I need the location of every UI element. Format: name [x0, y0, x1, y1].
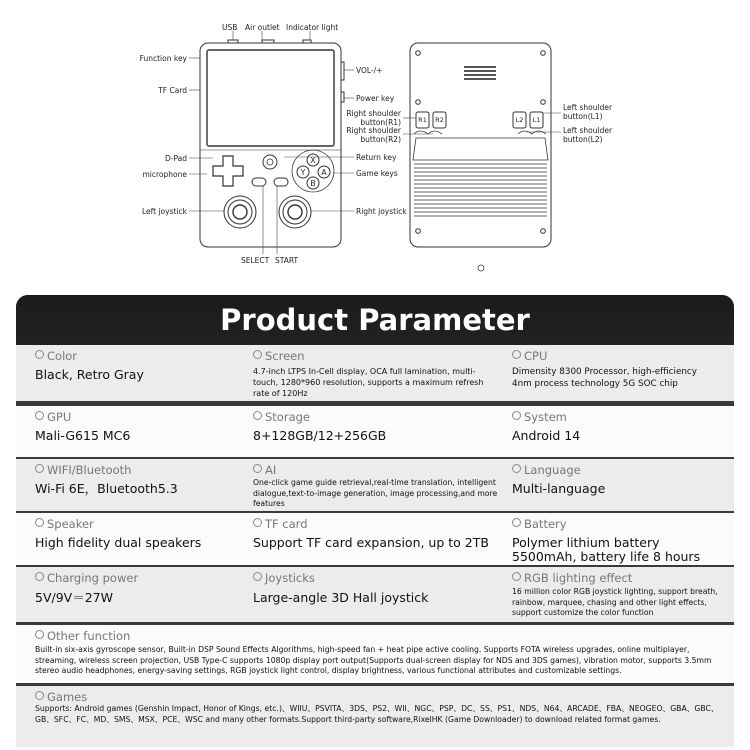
button-b-mark: B: [310, 179, 316, 188]
param-value: 16 million color RGB joystick lighting, support breath, rainbow, marquee, chasing and other light effects, support customize the color function: [512, 587, 718, 617]
param-title: Color: [47, 349, 78, 363]
back-body: [410, 43, 551, 247]
label-vol: VOL-/+: [356, 66, 383, 75]
param-value: Mali-G615 MC6: [35, 428, 131, 443]
bullet-icon: [512, 464, 521, 473]
label-left-joystick: Left joystick: [141, 207, 187, 216]
param-title: AI: [265, 463, 277, 477]
front-view: [200, 40, 344, 247]
label-right-joystick: Right joystick: [356, 207, 407, 216]
device-drawing: [0, 0, 750, 290]
param-value: Polymer lithium battery 5500mAh, battery life 8 hours: [512, 535, 701, 564]
parameter-panel: [16, 295, 734, 747]
param-tf-card: [250, 513, 500, 565]
label-microphone: microphone: [142, 170, 187, 179]
button-y-mark: Y: [300, 168, 306, 177]
param-storage: [250, 406, 500, 457]
param-row: [16, 567, 734, 622]
label-game-keys: Game keys: [356, 169, 398, 178]
button-a-mark: A: [321, 168, 327, 177]
r2-mark: R2: [435, 116, 444, 124]
param-value: Dimensity 8300 Processor, high-efficiency 4nm process technology 5G SOC chip: [512, 367, 697, 389]
param-value: 5V/9V＝27W: [35, 590, 113, 605]
param-battery: [509, 513, 729, 565]
label-select: SELECT: [241, 256, 270, 265]
front-leaders: [189, 31, 354, 254]
param-title: Joysticks: [265, 571, 315, 585]
param-value: Large-angle 3D Hall joystick: [253, 590, 429, 605]
l2-mark: L2: [515, 116, 524, 124]
bullet-icon: [512, 350, 521, 359]
param-joysticks: [250, 567, 500, 622]
button-x-mark: X: [310, 156, 316, 165]
param-title: Language: [524, 463, 581, 477]
label-power-key: Power key: [356, 94, 395, 103]
param-value: Supports: Android games (Genshin Impact, Honor of Kings, etc.)、WIIU、PSVITA、3DS、PS2、WII、NGC、PSP、DC、SS、PS1、NDS、N64、ARCADE、FBA、NEOGEO、GBA、GBC、GB、SFC、FC、MD、SMS、MSX、PCE、WSC and many other formats.Support third-party software,RixelHK (Game Downloader) to download related format games.: [35, 704, 719, 724]
bullet-icon: [253, 464, 262, 473]
bullet-icon: [35, 350, 44, 359]
param-row: [16, 513, 734, 565]
param-value: 8+128GB/12+256GB: [253, 428, 387, 443]
bullet-icon: [253, 411, 262, 420]
param-other: [32, 625, 722, 683]
param-value: Black, Retro Gray: [35, 367, 144, 382]
param-language: [509, 459, 729, 511]
param-title: TF card: [265, 517, 308, 531]
left-joystick-ring: [224, 196, 256, 228]
bullet-icon: [35, 691, 44, 700]
param-title: RGB lighting effect: [524, 571, 633, 585]
bullet-icon: [35, 411, 44, 420]
device-diagram: [0, 0, 750, 290]
bullet-icon: [512, 411, 521, 420]
label-usb: USB: [222, 23, 238, 32]
front-screen: [207, 50, 334, 146]
label-tf-card: TF Card: [158, 86, 187, 95]
l1-mark: L1: [532, 116, 541, 124]
label-d-pad: D-Pad: [164, 154, 187, 163]
param-title: Speaker: [47, 517, 94, 531]
right-joystick-ring: [279, 196, 311, 228]
param-rgb: [509, 567, 729, 622]
param-value: One-click game guide retrieval,real-time translation, intelligent dialogue,text-to-image generation, image processing,and more features: [253, 478, 498, 508]
back-vents: [414, 164, 547, 216]
r1-mark: R1: [418, 116, 427, 124]
bullet-icon: [253, 572, 262, 581]
param-value: Android 14: [512, 428, 581, 443]
label-right-shoulder-r1: Right shoulder button(R1): [346, 109, 401, 127]
back-view: [410, 43, 551, 271]
bullet-icon: [512, 572, 521, 581]
front-body: [200, 43, 341, 247]
param-gpu: [32, 406, 252, 457]
bullet-icon: [253, 518, 262, 527]
label-function-key: Function key: [139, 54, 187, 63]
param-ai: [250, 459, 500, 511]
dpad-shape: [213, 156, 243, 186]
param-row: [16, 459, 734, 511]
param-value: Support TF card expansion, up to 2TB: [253, 535, 489, 550]
param-wifi: [32, 459, 252, 511]
param-title: Games: [47, 690, 88, 704]
param-value: Built-in six-axis gyroscope sensor, Built-in DSP Sound Effects Algorithms, high-speed fan + heat pipe active cooling. Supports FOTA wireless upgrades, online multiplayer, streaming, wireless screen projection, USB Type-C supports 1080p display port output(Supports dual-screen display for NDS and 3DS games), vibration motor, supports 3.5mm stereo audio headphones, energy-saving settings, RGB joystick light control, display brightness, various functional attributes and customizable settings.: [35, 645, 712, 675]
param-row: [16, 345, 734, 401]
label-start: START: [275, 256, 299, 265]
param-title: Screen: [265, 349, 305, 363]
label-left-shoulder-l1: Left shoulder button(L1): [563, 103, 613, 121]
audio-jack: [478, 265, 484, 271]
param-title: Other function: [47, 629, 131, 643]
bullet-icon: [35, 464, 44, 473]
label-indicator-light: Indicator light: [286, 23, 339, 32]
param-title: System: [524, 410, 567, 424]
param-cpu: [509, 345, 729, 401]
param-title: CPU: [524, 349, 548, 363]
bullet-icon: [35, 518, 44, 527]
label-left-shoulder-l2: Left shoulder button(L2): [563, 126, 613, 144]
param-title: GPU: [47, 410, 72, 424]
label-return-key: Return key: [356, 153, 397, 162]
param-games: [32, 686, 722, 747]
param-title: WIFI/Bluetooth: [47, 463, 132, 477]
param-title: Battery: [524, 517, 567, 531]
param-row: [16, 406, 734, 457]
bullet-icon: [253, 350, 262, 359]
label-air-outlet: Air outlet: [245, 23, 280, 32]
param-color: [32, 345, 252, 401]
param-title: Charging power: [47, 571, 139, 585]
param-screen: [250, 345, 500, 401]
param-speaker: [32, 513, 252, 565]
panel-title: Product Parameter: [16, 295, 734, 345]
param-charging: [32, 567, 252, 622]
bullet-icon: [35, 572, 44, 581]
home-button: [263, 155, 277, 169]
bullet-icon: [35, 630, 44, 639]
param-value: Multi-language: [512, 481, 606, 496]
bullet-icon: [512, 518, 521, 527]
label-right-shoulder-r2: Right shoulder button(R2): [346, 126, 401, 144]
param-title: Storage: [265, 410, 310, 424]
speaker-grille: [464, 66, 496, 80]
select-button-shape: [252, 178, 266, 186]
param-row: [16, 686, 734, 747]
start-button-shape: [274, 178, 288, 186]
param-row: [16, 625, 734, 683]
param-value: Wi-Fi 6E，Bluetooth5.3: [35, 481, 178, 496]
param-value: 4.7-inch LTPS In-Cell display, OCA full lamination, multi-touch, 1280*960 resolution, supports a maximum refresh rate of 120Hz: [253, 367, 484, 398]
param-value: High fidelity dual speakers: [35, 535, 202, 550]
param-system: [509, 406, 729, 457]
